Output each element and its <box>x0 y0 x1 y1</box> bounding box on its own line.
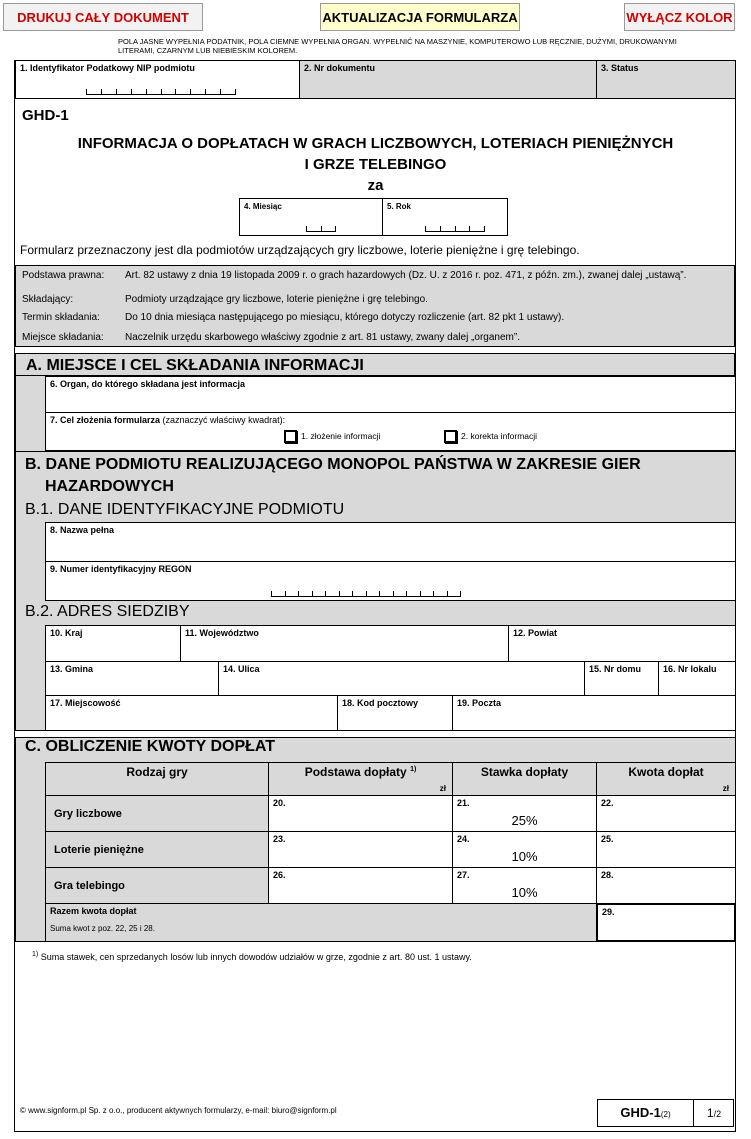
filing-place-value: Naczelnik urzędu skarbowego właściwy zgodnie z art. 81 ustawy, zwany dalej „organem”. <box>125 332 520 343</box>
status-label: 3. Status <box>601 63 639 73</box>
regon-label: 9. Numer identyfikacyjny REGON <box>50 564 192 574</box>
base-numbers-field[interactable]: 20. <box>268 795 453 832</box>
form-title-line2: I GRZE TELEBINGO <box>304 156 447 173</box>
post-office-field[interactable] <box>452 695 736 731</box>
form-code: GHD-1 <box>22 107 69 124</box>
checkbox-submit[interactable] <box>284 430 297 443</box>
form-title-za: za <box>367 177 384 194</box>
col-amount-unit: zł <box>722 784 729 793</box>
rate-lotteries: 24. 10% <box>452 831 597 868</box>
total-hint: Suma kwot z poz. 22, 25 i 28. <box>50 924 155 933</box>
document-number-field <box>299 60 597 99</box>
city-field[interactable] <box>45 695 338 731</box>
footer-page-total: /2 <box>713 1109 722 1119</box>
section-b1-title: B.1. DANE IDENTYFIKACYJNE PODMIOTU <box>25 501 345 518</box>
option-submit-label: 1. złożenie informacji <box>301 430 381 441</box>
country-field[interactable] <box>45 625 181 662</box>
deadline-value: Do 10 dnia miesiąca następującego po miesiącu, którego dotyczy rozliczenie (art. 82 pkt 1 ustawy). <box>125 312 565 323</box>
col-base <box>268 762 453 796</box>
regon-char-ticks <box>271 591 461 597</box>
nip-char-ticks <box>86 89 236 95</box>
total-amount-field[interactable]: 29. <box>596 903 736 942</box>
rate-numbers: 21. 25% <box>452 795 597 832</box>
organ-label: 6. Organ, do którego składana jest informacja <box>50 379 246 389</box>
postcode-field[interactable] <box>337 695 453 731</box>
footnote <box>32 951 472 962</box>
disable-color-button[interactable]: WYŁĄCZ KOLOR <box>624 3 735 31</box>
footer-form-badge <box>597 1099 734 1127</box>
section-b-title-line1: B. DANE PODMIOTU REALIZUJĄCEGO MONOPOL PAŃSTWA W ZAKRESIE GIER <box>25 456 641 473</box>
flat-number-field[interactable] <box>658 661 736 696</box>
nip-field[interactable] <box>15 60 300 99</box>
col-base-footnote-ref: 1) <box>410 766 417 773</box>
regon-field[interactable] <box>45 561 736 601</box>
city-label: 17. Miejscowość <box>50 698 121 708</box>
street-field[interactable] <box>218 661 585 696</box>
full-name-field[interactable] <box>45 522 736 562</box>
section-a-title: A. MIEJSCE I CEL SKŁADANIA INFORMACJI <box>15 353 735 376</box>
fill-instructions: POLA JASNE WYPEŁNIA PODATNIK, POLA CIEMNE WYPEŁNIA ORGAN. WYPEŁNIĆ NA MASZYNIE, KOMPUTEROWO LUB RĘCZNIE, DUŻYMI, DRUKOWANYMI LITERAMI, CZARNYM LUB NIEBIESKIM KOLOREM. <box>118 37 677 55</box>
form-title-line1: INFORMACJA O DOPŁATACH W GRACH LICZBOWYCH, LOTERIACH PIENIĘŻNYCH <box>77 135 674 152</box>
footer-form-code: GHD-1 <box>620 1105 661 1120</box>
section-a-margin <box>15 376 45 451</box>
checkbox-correction[interactable] <box>444 430 457 443</box>
commune-label: 13. Gmina <box>50 664 94 674</box>
street-label: 14. Ulica <box>223 664 260 674</box>
county-field[interactable] <box>508 625 736 662</box>
total-label: Razem kwota dopłat <box>50 906 137 916</box>
postcode-label: 18. Kod pocztowy <box>342 698 419 708</box>
document-number-label: 2. Nr dokumentu <box>304 63 376 73</box>
legal-info-box <box>15 265 735 347</box>
country-label: 10. Kraj <box>50 628 83 638</box>
section-b-title-line2: HAZARDOWYCH <box>45 478 174 495</box>
status-field <box>596 60 736 99</box>
month-label: 4. Miesiąc <box>244 202 282 211</box>
row-label-numbers: Gry liczbowe <box>45 795 269 832</box>
amount-telebingo-field[interactable]: 28. <box>596 867 736 904</box>
nip-label: 1. Identyfikator Podatkowy NIP podmiotu <box>20 63 195 73</box>
year-label: 5. Rok <box>387 202 412 211</box>
base-telebingo-field[interactable]: 26. <box>268 867 453 904</box>
update-form-button[interactable]: AKTUALIZACJA FORMULARZA <box>320 3 520 31</box>
organ-field[interactable] <box>45 376 736 413</box>
house-number-label: 15. Nr domu <box>589 664 642 674</box>
county-label: 12. Powiat <box>513 628 558 638</box>
option-correction-label: 2. korekta informacji <box>461 430 538 441</box>
voivodeship-label: 11. Województwo <box>185 628 259 638</box>
deadline-key: Termin składania: <box>22 312 100 323</box>
option-correction[interactable] <box>444 430 537 443</box>
footer-copyright: © www.signform.pl Sp. z o.o., producent aktywnych formularzy, e-mail: biuro@signform.pl <box>20 1106 337 1115</box>
year-field[interactable] <box>382 198 508 236</box>
flat-number-label: 16. Nr lokalu <box>663 664 717 674</box>
footnote-mark: 1) <box>32 951 39 958</box>
col-base-label: Podstawa dopłaty <box>304 765 407 779</box>
filer-key: Składający: <box>22 294 74 305</box>
rate-telebingo-value: 10% <box>511 885 538 900</box>
print-document-button[interactable]: DRUKUJ CAŁY DOKUMENT <box>3 3 203 31</box>
year-char-ticks <box>425 226 485 232</box>
amount-lotteries-field[interactable]: 25. <box>596 831 736 868</box>
option-submit[interactable] <box>284 430 380 443</box>
full-name-label: 8. Nazwa pełna <box>50 525 115 535</box>
col-rate: Stawka dopłaty <box>452 762 597 796</box>
filing-place-key: Miejsce składania: <box>22 332 104 343</box>
section-b2-title: B.2. ADRES SIEDZIBY <box>25 603 190 620</box>
col-amount-label: Kwota dopłat <box>628 765 704 779</box>
base-lotteries-field[interactable]: 23. <box>268 831 453 868</box>
total-label-cell <box>45 903 597 942</box>
rate-numbers-value: 25% <box>511 813 538 828</box>
legal-basis-key: Podstawa prawna: <box>22 270 105 281</box>
purpose-label: 7. Cel złożenia formularza <box>50 415 161 425</box>
rate-telebingo: 27. 10% <box>452 867 597 904</box>
month-char-ticks <box>306 226 336 232</box>
footer-form-version: (2) <box>660 1110 671 1119</box>
purpose-field <box>45 412 736 451</box>
form-intro: Formularz przeznaczony jest dla podmiotów urządzających gry liczbowe, loterie pieniężne i grę telebingo. <box>20 243 580 257</box>
amount-numbers-field[interactable]: 22. <box>596 795 736 832</box>
rate-lotteries-value: 10% <box>511 849 538 864</box>
row-label-telebingo: Gra telebingo <box>45 867 269 904</box>
row-label-lotteries: Loterie pieniężne <box>45 831 269 868</box>
footnote-text: Suma stawek, cen sprzedanych losów lub innych dowodów udziałów w grze, zgodnie z art. 80 ust. 1 ustawy. <box>40 952 472 962</box>
house-number-field[interactable] <box>584 661 659 696</box>
purpose-hint: (zaznaczyć właściwy kwadrat): <box>162 415 286 425</box>
month-field[interactable] <box>239 198 383 236</box>
section-c-title: C. OBLICZENIE KWOTY DOPŁAT <box>25 738 276 755</box>
commune-field[interactable] <box>45 661 219 696</box>
col-amount <box>596 762 736 796</box>
post-office-label: 19. Poczta <box>457 698 502 708</box>
col-base-unit: zł <box>439 784 446 793</box>
footer-page-number: 1 <box>706 1106 714 1120</box>
filer-value: Podmioty urządzające gry liczbowe, loterie pieniężne i grę telebingo. <box>125 294 428 305</box>
col-game-type: Rodzaj gry <box>45 762 269 796</box>
voivodeship-field[interactable] <box>180 625 509 662</box>
legal-basis-value: Art. 82 ustawy z dnia 19 listopada 2009 r. o grach hazardowych (Dz. U. z 2016 r. poz. 471, z późn. zm.), zwanej dalej „ustawą”. <box>125 270 687 281</box>
